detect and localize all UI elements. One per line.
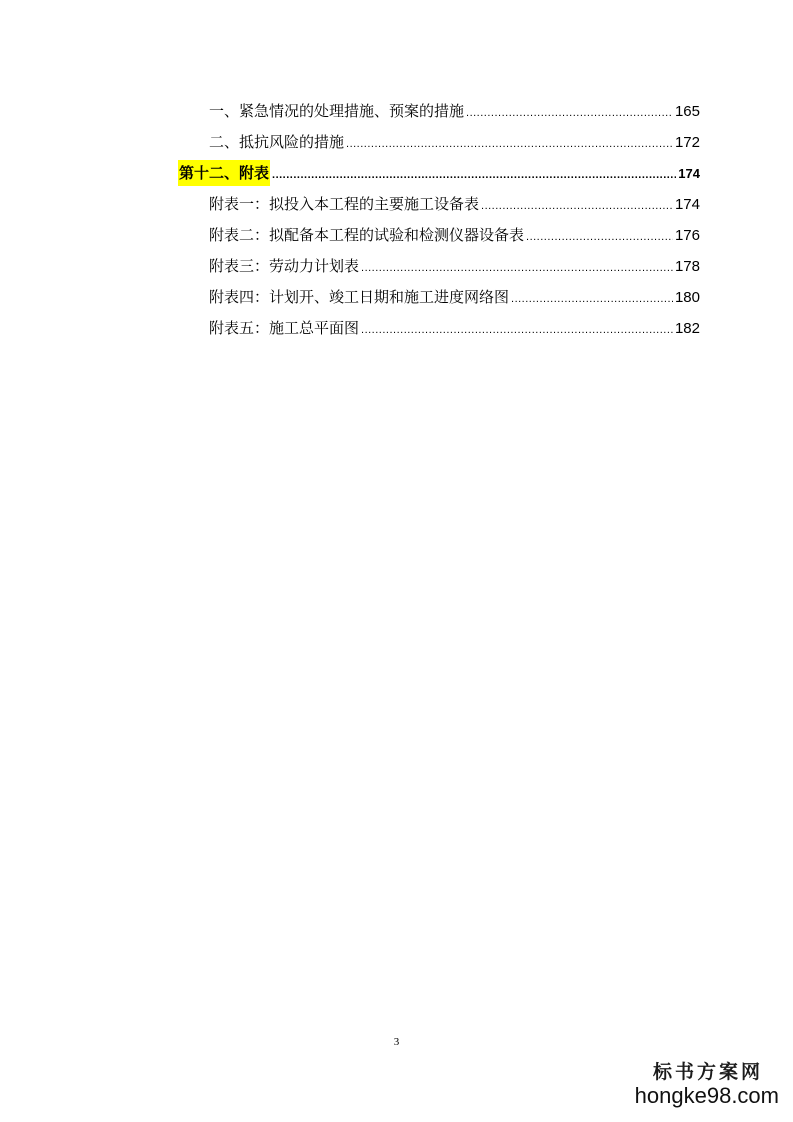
- toc-entry-title: 二、抵抗风险的措施: [209, 133, 345, 151]
- toc-entry-appendix-2[interactable]: [178, 222, 700, 253]
- toc-dot-leader: [466, 100, 673, 126]
- toc-entry-page: 165: [674, 103, 700, 120]
- toc-dot-leader: [511, 286, 673, 312]
- toc-entry-chapter-12-appendix[interactable]: [178, 160, 700, 191]
- toc-dot-leader: [361, 255, 673, 281]
- toc-dot-leader: [526, 224, 673, 250]
- toc-entry-title: 附表三：劳动力计划表: [209, 257, 360, 275]
- watermark-url: hongke98.com: [634, 1083, 779, 1108]
- toc-entry-title: 附表二：拟配备本工程的试验和检测仪器设备表: [209, 226, 525, 244]
- toc-entry-appendix-4[interactable]: [178, 284, 700, 315]
- toc-entry-emergency-measures[interactable]: [178, 98, 700, 129]
- watermark-chinese-text: 标书方案网: [652, 1061, 763, 1083]
- toc-entry-appendix-1[interactable]: [178, 191, 700, 222]
- toc-entry-title-highlighted: 第十二、附表: [178, 160, 270, 186]
- toc-entry-title: 一、紧急情况的处理措施、预案的措施: [209, 102, 465, 120]
- page-number: 3: [393, 1036, 400, 1048]
- toc-entry-page: 178: [674, 258, 700, 275]
- toc-entry-title: 附表四：计划开、竣工日期和施工进度网络图: [209, 288, 510, 306]
- toc-entry-page: 172: [674, 134, 700, 151]
- table-of-contents: [178, 98, 700, 346]
- toc-entry-page: 176: [674, 227, 700, 244]
- watermark: [635, 1057, 779, 1108]
- toc-entry-title: 附表一：拟投入本工程的主要施工设备表: [209, 195, 480, 213]
- toc-entry-page: 182: [674, 320, 700, 337]
- toc-entry-page: 174: [678, 166, 700, 181]
- toc-dot-leader: [481, 193, 673, 219]
- toc-dot-leader: [272, 162, 676, 188]
- toc-entry-appendix-3[interactable]: [178, 253, 700, 284]
- toc-entry-page: 180: [674, 289, 700, 306]
- toc-dot-leader: [346, 131, 673, 157]
- toc-entry-title: 附表五：施工总平面图: [209, 319, 360, 337]
- toc-dot-leader: [361, 317, 673, 343]
- toc-entry-risk-measures[interactable]: [178, 129, 700, 160]
- toc-entry-page: 174: [674, 196, 700, 213]
- toc-entry-appendix-5[interactable]: [178, 315, 700, 346]
